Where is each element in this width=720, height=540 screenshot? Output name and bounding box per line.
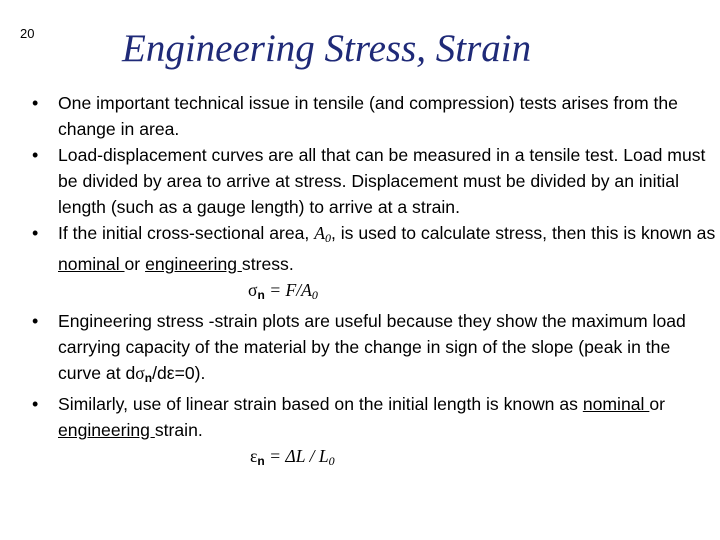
equation-subscript: n xyxy=(257,288,265,302)
bullet-text: Load-displacement curves are all that can be measured in a tensile test. Load must be divided by area to arrive at stress. Displacement must be divided by an initial length (such as a gauge length) to arrive at a strain. xyxy=(58,145,706,217)
bullet-text: , is used to calculate stress, then this is known as xyxy=(330,223,716,243)
bullet-item xyxy=(28,142,718,220)
equation-rhs: = F/A xyxy=(264,280,312,300)
bullet-item xyxy=(28,90,718,142)
engineering-term: engineering xyxy=(58,420,155,440)
stress-equation xyxy=(58,277,718,308)
nominal-term: nominal xyxy=(58,254,125,274)
nominal-term: nominal xyxy=(582,394,650,414)
bullet-text: Similarly, use of linear strain based on the initial length is known as xyxy=(58,394,583,414)
bullet-item xyxy=(28,391,718,474)
slide-title: Engineering Stress, Strain xyxy=(122,27,532,70)
bullet-text: or xyxy=(649,394,665,414)
slide-number: 20 xyxy=(20,26,35,41)
equation-subscript: n xyxy=(257,454,265,468)
area-variable-subscript: 0 xyxy=(324,231,331,245)
sigma-subscript: n xyxy=(144,371,153,385)
bullet-text: If the initial cross-sectional area, xyxy=(58,223,315,243)
equation-rhs: = ΔL / L xyxy=(264,446,329,466)
strain-equation xyxy=(58,443,718,474)
bullet-text: or xyxy=(124,254,146,274)
engineering-term: engineering xyxy=(145,254,242,274)
bullet-item xyxy=(28,220,718,308)
area-variable: A xyxy=(314,223,325,243)
bullet-text: strain. xyxy=(154,420,203,440)
bullet-text: /dε=0). xyxy=(152,363,206,383)
sigma-symbol: σ xyxy=(248,280,258,300)
bullet-item xyxy=(28,308,718,391)
bullet-list xyxy=(28,90,718,474)
sigma-symbol: σ xyxy=(135,363,145,383)
bullet-text: One important technical issue in tensile (and compression) tests arises from the change in area. xyxy=(58,93,678,139)
bullet-text: Engineering stress -strain plots are useful because they show the maximum load carrying capacity of the material by the change in sign of the slope (peak in the curve at d xyxy=(58,311,686,383)
equation-rhs-subscript: 0 xyxy=(328,454,335,468)
epsilon-symbol: ε xyxy=(250,446,258,466)
bullet-text: stress. xyxy=(241,254,294,274)
equation-rhs-subscript: 0 xyxy=(311,288,318,302)
